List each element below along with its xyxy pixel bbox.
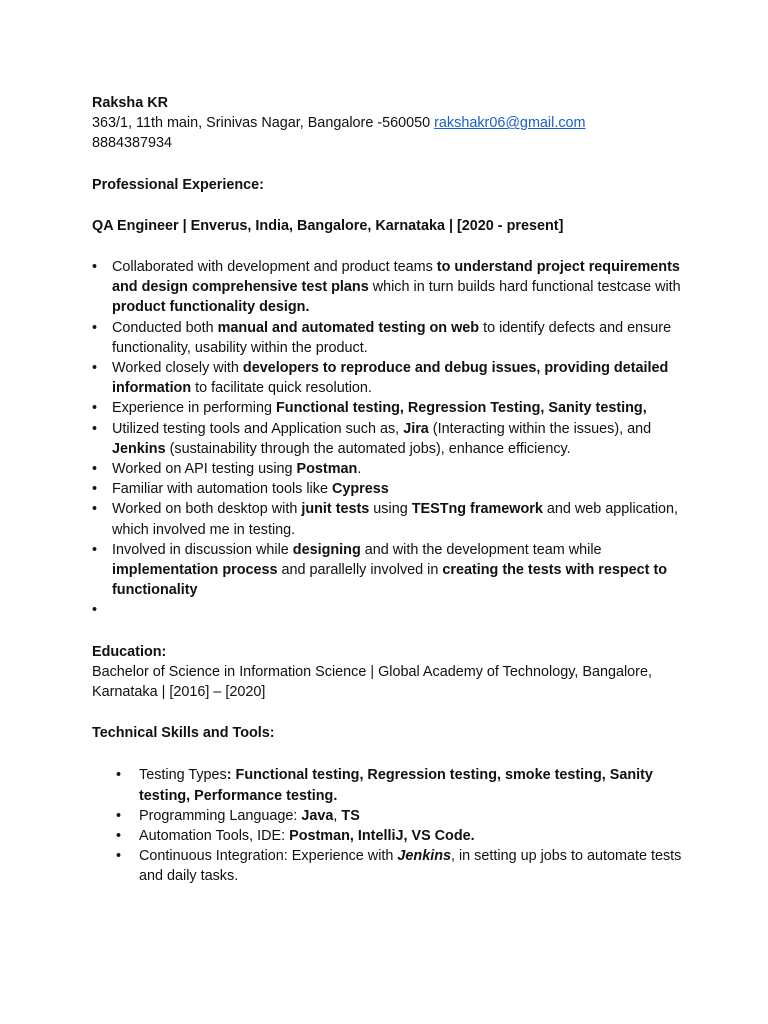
- experience-bullet: [92, 600, 682, 620]
- bullet-text-segment: to understand project requirements and design comprehensive test plans: [112, 259, 680, 296]
- bullet-text-segment: Jira: [403, 420, 429, 437]
- bullet-text-segment: Familiar with automation tools like: [112, 481, 332, 498]
- bullet-text-segment: Jenkins: [112, 440, 166, 457]
- bullet-text-segment: (sustainability through the automated jobs), enhance efficiency.: [165, 440, 571, 457]
- bullet-text-segment: : Functional testing, Regression testing, smoke testing, Sanity testing, Performance testing.: [139, 767, 653, 804]
- education-heading: Education:: [92, 643, 167, 660]
- bullet-text-segment: Utilized testing tools and Application such as,: [112, 420, 404, 437]
- bullet-text-segment: Postman, IntelliJ, VS Code.: [289, 828, 475, 845]
- bullet-text-segment: Testing Types: [139, 767, 227, 784]
- bullet-text-segment: implementation process: [112, 562, 278, 579]
- bullet-text-segment: designing: [292, 541, 361, 558]
- bullet-text-segment: Continuous Integration: Experience with: [139, 848, 398, 865]
- skill-bullet: [92, 806, 682, 826]
- bullet-text-segment: and with the development team while: [360, 541, 602, 558]
- bullet-text-segment: Cypress: [331, 481, 389, 498]
- bullet-text-segment: Experience in performing: [112, 400, 276, 417]
- bullet-text-segment: Automation Tools, IDE:: [139, 828, 290, 845]
- bullet-text-segment: developers to reproduce and debug issues, providing detailed information: [112, 360, 669, 397]
- experience-bullet: [92, 459, 682, 479]
- bullet-text-segment: Jenkins: [397, 848, 451, 865]
- bullet-text-segment: Collaborated with development and product teams: [112, 259, 437, 276]
- bullet-text-segment: Programming Language:: [139, 807, 302, 824]
- skill-bullet: [92, 765, 682, 805]
- contact-line: [92, 113, 682, 133]
- bullet-text-segment: Java: [301, 807, 334, 824]
- experience-bullet: [92, 398, 682, 418]
- education-text: Bachelor of Science in Information Science | Global Academy of Technology, Bangalore, Karnataka | [2016] – [2020]: [92, 663, 652, 701]
- bullet-text-segment: (Interacting within the issues), and: [428, 420, 652, 437]
- experience-bullet: [92, 499, 682, 539]
- bullet-text-segment: Worked closely with: [112, 360, 243, 377]
- bullet-text-segment: Conducted both: [112, 319, 218, 336]
- experience-bullet: [92, 358, 682, 398]
- bullet-text-segment: to identify defects and ensure functionality, usability within the product.: [112, 319, 672, 356]
- experience-bullet: [92, 318, 682, 358]
- address: 363/1, 11th main, Srinivas Nagar, Bangalore -560050: [92, 115, 431, 132]
- bullet-text-segment: .: [357, 461, 362, 478]
- experience-bullet-list: [92, 257, 682, 621]
- bullet-text-segment: manual and automated testing on web: [217, 319, 480, 336]
- bullet-text-segment: and web application, which involved me in testing.: [112, 501, 679, 538]
- bullet-text-segment: product functionality design.: [112, 299, 310, 316]
- skills-bullet-list: [92, 765, 682, 886]
- bullet-text-segment: , in setting up jobs to automate tests and daily tasks.: [139, 848, 682, 885]
- experience-heading: Professional Experience:: [92, 176, 264, 193]
- skills-heading: Technical Skills and Tools:: [92, 725, 275, 742]
- bullet-text-segment: using: [369, 501, 412, 518]
- experience-bullet: [92, 419, 682, 459]
- bullet-text-segment: creating the tests with respect to functionality: [112, 562, 668, 599]
- bullet-text-segment: Functional testing, Regression Testing, Sanity testing,: [275, 400, 647, 417]
- resume-page: [92, 93, 682, 887]
- bullet-text-segment: Postman: [296, 461, 358, 478]
- bullet-text-segment: ,: [333, 807, 342, 824]
- experience-bullet: [92, 479, 682, 499]
- bullet-text-segment: which in turn builds hard functional testcase with: [368, 279, 681, 296]
- bullet-text-segment: junit tests: [301, 501, 370, 518]
- job-title: QA Engineer | Enverus, India, Bangalore, Karnataka | [2020 - present]: [92, 217, 564, 234]
- phone: 8884387934: [92, 135, 173, 152]
- bullet-text-segment: Worked on API testing using: [112, 461, 297, 478]
- bullet-text-segment: Involved in discussion while: [112, 541, 293, 558]
- bullet-text-segment: TESTng framework: [411, 501, 543, 518]
- experience-bullet: [92, 257, 682, 318]
- skill-bullet: [92, 826, 682, 846]
- bullet-text-segment: to facilitate quick resolution.: [191, 380, 372, 397]
- experience-bullet: [92, 540, 682, 601]
- email-link[interactable]: rakshakr06@gmail.com: [434, 115, 586, 132]
- skill-bullet: [92, 846, 682, 886]
- bullet-text-segment: and parallelly involved in: [277, 562, 443, 579]
- bullet-text-segment: TS: [341, 807, 360, 824]
- bullet-text-segment: Worked on both desktop with: [112, 501, 302, 518]
- candidate-name: Raksha KR: [92, 95, 168, 111]
